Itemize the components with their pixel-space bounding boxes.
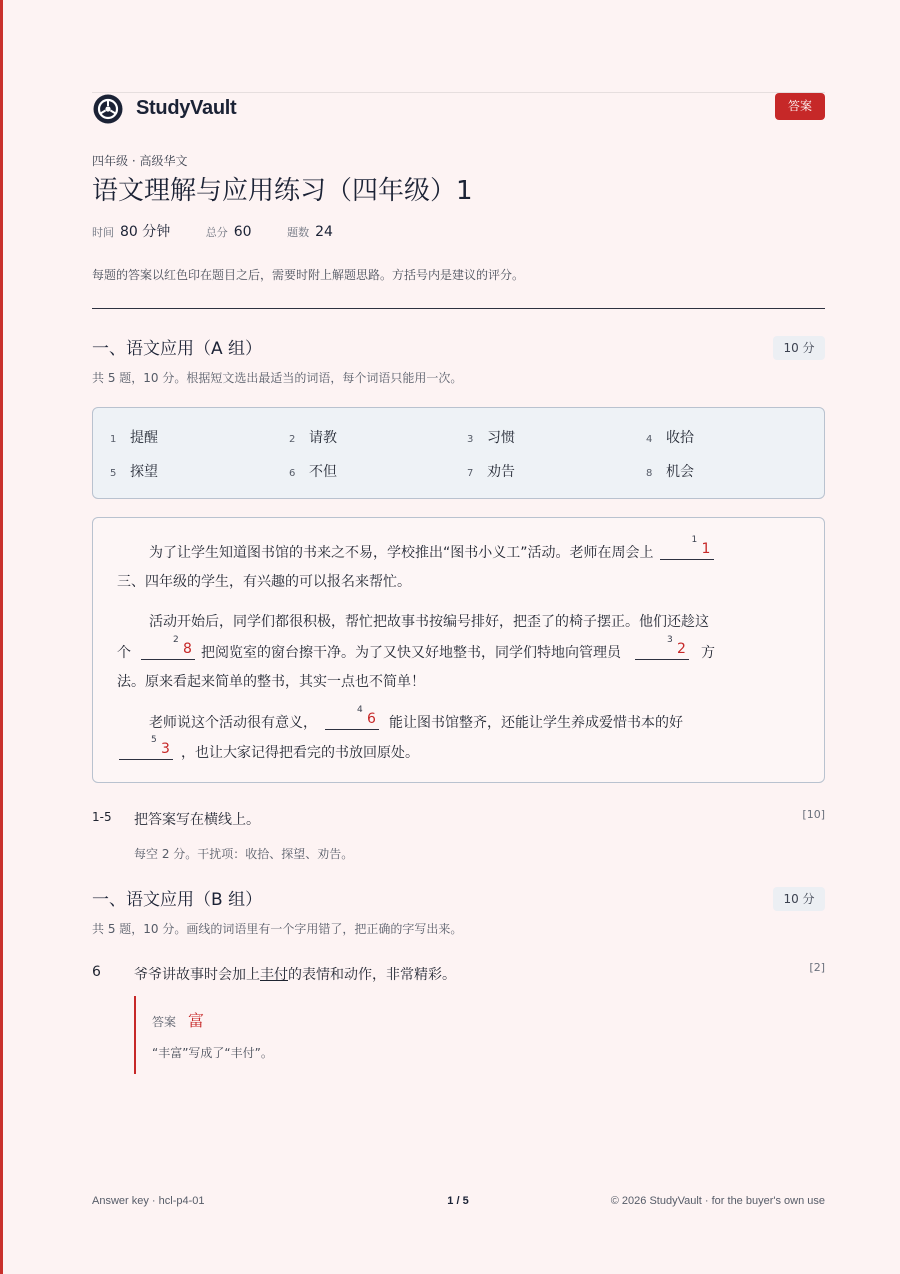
stat-question-count: 题数 24 — [287, 224, 333, 240]
word-bank-item: 6 不但 — [289, 464, 337, 480]
blank-answer: 2 — [677, 641, 686, 657]
cloze-passage — [92, 517, 825, 783]
question-number: 1-5 — [92, 810, 112, 824]
stat-time: 时间 80 分钟 — [92, 224, 171, 240]
left-edge-accent — [0, 0, 3, 1274]
section-a-points: 10 分 — [773, 336, 825, 360]
passage-line: 三、四年级的学生，有兴趣的可以报名来帮忙。 — [117, 574, 411, 590]
word-bank-item: 1 提醒 — [110, 430, 158, 446]
answer-explanation: “丰富”写成了“丰付”。 — [152, 1046, 273, 1060]
blank-answer: 1 — [701, 541, 711, 557]
section-b-desc: 共 5 题，10 分。画线的词语里有一个字用错了，把正确的字写出来。 — [92, 922, 463, 936]
section-a-desc: 共 5 题，10 分。根据短文选出最适当的词语，每个词语只能用一次。 — [92, 371, 463, 385]
cloze-blank: 5 3 — [119, 741, 173, 760]
passage-line: 个 2 8 把阅览室的窗台擦干净。为了又快又好地整书，同学们特地向管理员 3 2 方 — [117, 635, 715, 661]
exam-stats — [92, 221, 365, 241]
answer-box — [134, 996, 436, 1074]
cloze-blank: 3 2 — [635, 641, 689, 660]
word-bank — [92, 407, 825, 499]
passage-line: 活动开始后，同学们都很积极，帮忙把故事书按编号排好，把歪了的椅子摆正。他们还趁这 — [149, 614, 709, 630]
grade-label: 四年级 · 高级华文 — [92, 154, 188, 168]
question-score: [10] — [802, 808, 825, 821]
page-number: 1 / 5 — [447, 1195, 469, 1207]
footer-right: © 2026 StudyVault · for the buyer's own use — [610, 1195, 825, 1207]
intro-text: 每题的答案以红色印在题目之后，需要时附上解题思路。方括号内是建议的评分。 — [92, 268, 525, 282]
blank-answer: 3 — [161, 741, 170, 757]
question-number: 6 — [92, 964, 101, 980]
cloze-blank: 2 8 — [141, 641, 195, 660]
cloze-blank: 1 1 — [660, 541, 714, 560]
section-a-title: 一、语文应用（A 组） — [92, 339, 263, 359]
word-bank-item: 2 请教 — [289, 430, 337, 446]
brand-name: StudyVault — [136, 97, 237, 119]
passage-line: 老师说这个活动很有意义， 4 6 能让图书馆整齐，还能让学生养成爱惜书本的好 — [149, 705, 683, 731]
footer-left: Answer key · hcl-p4-01 — [92, 1195, 205, 1207]
question-text: 爷爷讲故事时会加上丰付的表情和动作，非常精彩。 — [134, 967, 456, 983]
question-score: [2] — [809, 961, 825, 974]
cloze-blank: 4 6 — [325, 711, 379, 730]
word-bank-item: 5 探望 — [110, 464, 158, 480]
answer-key-badge: 答案 — [775, 93, 825, 120]
section-b-points: 10 分 — [773, 887, 825, 911]
word-bank-item: 3 习惯 — [467, 430, 515, 446]
page-title: 语文理解与应用练习（四年级）1 — [92, 176, 473, 206]
blank-answer: 8 — [183, 641, 192, 657]
page-header — [92, 93, 825, 127]
stat-total-score: 总分 60 — [205, 224, 252, 240]
word-bank-item: 4 收拾 — [646, 430, 694, 446]
section-b-title: 一、语文应用（B 组） — [92, 890, 263, 910]
word-bank-item: 7 劝告 — [467, 464, 515, 480]
passage-line: 法。原来看起来简单的整书，其实一点也不简单！ — [117, 674, 425, 690]
passage-line: 为了让学生知道图书馆的书来之不易，学校推出“图书小义工”活动。老师在周会上 1 1 — [149, 541, 720, 562]
answer-label: 答案 — [152, 1015, 177, 1029]
answer-value: 富 — [188, 1011, 205, 1030]
underlined-word: 丰付 — [260, 967, 288, 983]
word-bank-item: 8 机会 — [646, 464, 694, 480]
header-divider — [92, 308, 825, 309]
passage-line: 5 3 ，也让大家记得把看完的书放回原处。 — [117, 741, 419, 762]
logo-icon — [92, 93, 124, 125]
blank-answer: 6 — [367, 711, 376, 727]
question-text: 把答案写在横线上。 — [134, 812, 260, 828]
question-note: 每空 2 分。干扰项：收拾、探望、劝告。 — [134, 847, 354, 861]
